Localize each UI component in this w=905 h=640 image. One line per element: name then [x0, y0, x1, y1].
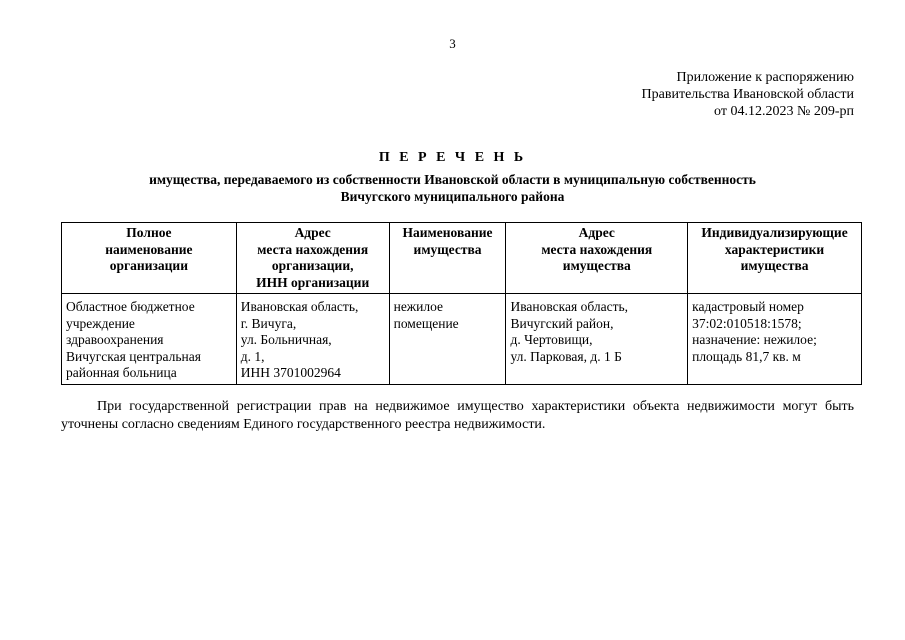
header-property-name: Наименование имущества: [389, 223, 506, 294]
subtitle-line: имущества, передаваемого из собственности Ивановской области в муниципальную собственность: [149, 172, 756, 187]
document-subtitle: [0, 171, 905, 205]
appendix-line: от 04.12.2023 № 209-рп: [714, 104, 854, 119]
cell-property-name: нежилое помещение: [389, 294, 506, 385]
registration-note: При государственной регистрации прав на недвижимое имущество характеристики объекта недвижимости могут быть уточнены согласно сведениям Единого государственного реестра недвижимости.: [61, 399, 854, 432]
cell-property-address: Ивановская область, Вичугский район, д. Чертовищи, ул. Парковая, д. 1 Б: [506, 294, 688, 385]
appendix-line: Правительства Ивановской области: [641, 87, 854, 102]
table-header-row: [62, 223, 862, 294]
header-organization-address: Адрес места нахождения организации, ИНН организации: [236, 223, 389, 294]
cell-organization-name: Областное бюджетное учреждение здравоохранения Вичугская центральная районная больница: [62, 294, 237, 385]
cell-organization-address: Ивановская область, г. Вичуга, ул. Больничная, д. 1, ИНН 3701002964: [236, 294, 389, 385]
cell-property-characteristics: кадастровый номер 37:02:010518:1578; назначение: нежилое; площадь 81,7 кв. м: [688, 294, 862, 385]
table-row: [62, 294, 862, 385]
document-title: П Е Р Е Ч Е Н Ь: [378, 150, 527, 165]
appendix-header: [642, 69, 854, 120]
header-organization-name: Полное наименование организации: [62, 223, 237, 294]
page-number: 3: [449, 36, 456, 51]
property-table: [61, 222, 862, 385]
header-property-characteristics: Индивидуализирующие характеристики имущества: [688, 223, 862, 294]
header-property-address: Адрес места нахождения имущества: [506, 223, 688, 294]
subtitle-line: Вичугского муниципального района: [340, 189, 565, 204]
appendix-line: Приложение к распоряжению: [676, 70, 854, 85]
